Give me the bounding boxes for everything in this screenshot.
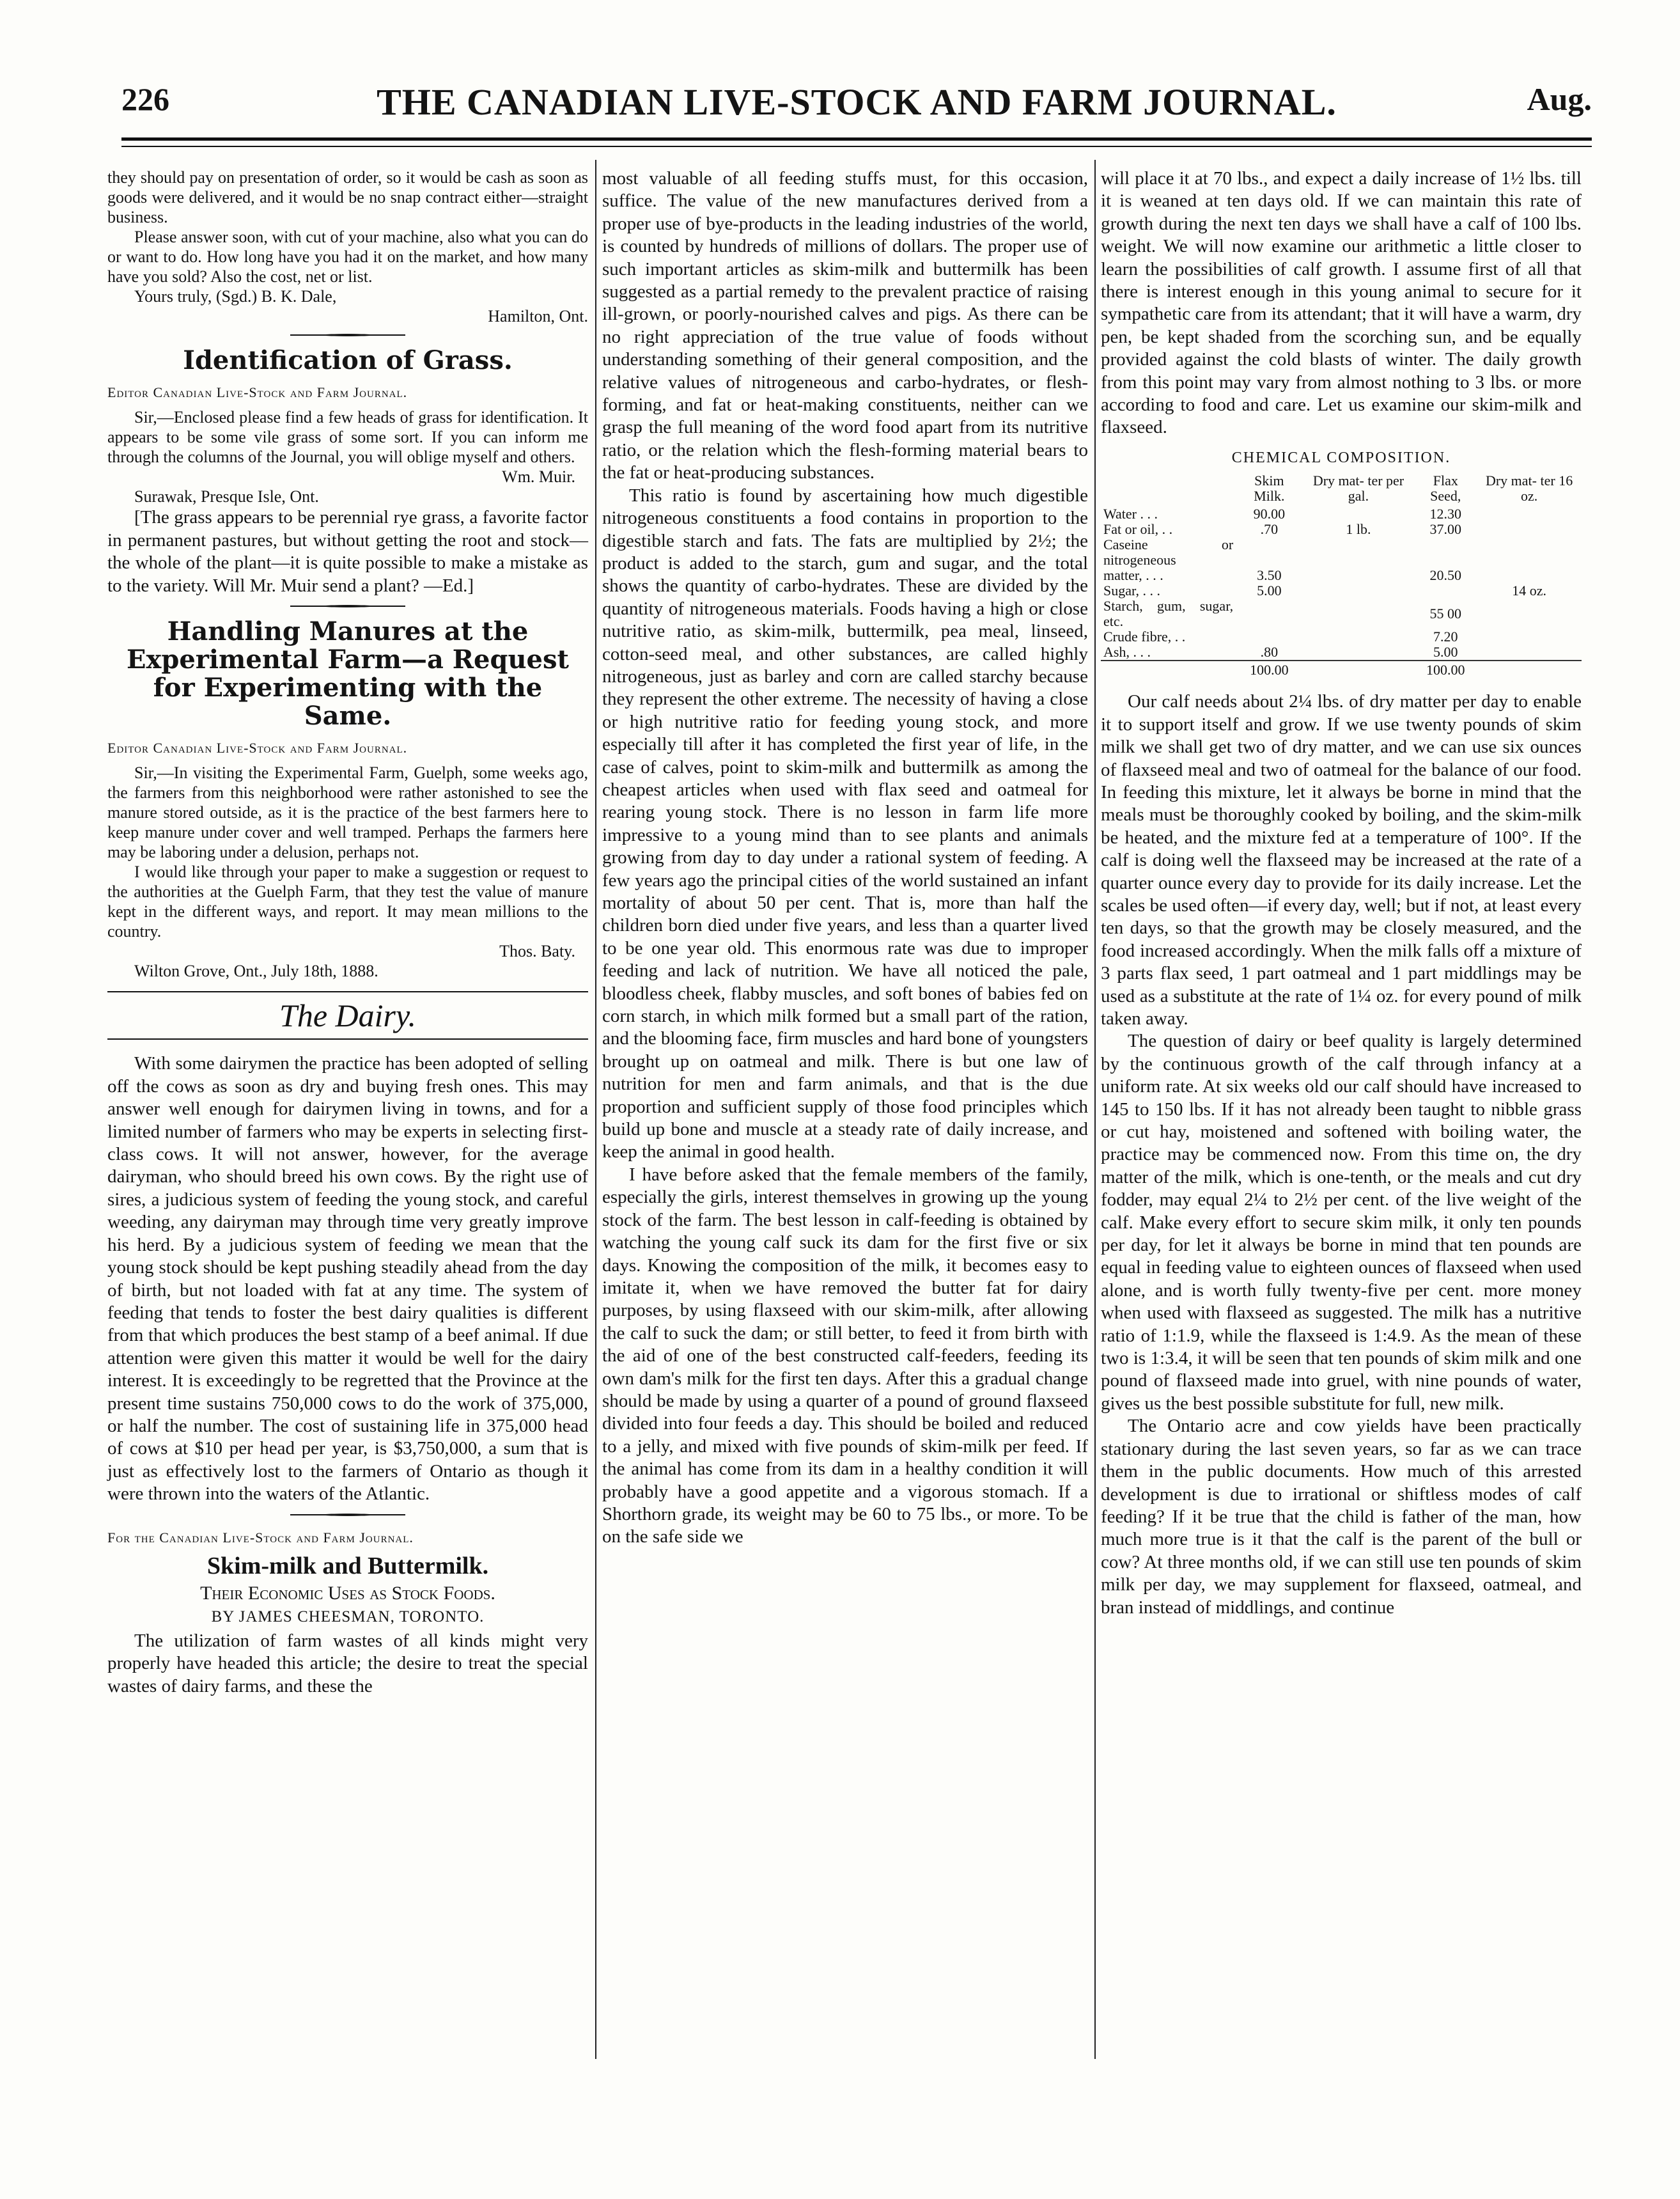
table-cell: 37.00: [1429, 521, 1462, 538]
table-cell: [1303, 599, 1415, 629]
dairy-section-heading: The Dairy.: [107, 991, 588, 1040]
chemical-composition-title: CHEMICAL COMPOSITION.: [1231, 449, 1451, 466]
table-cell: 3.50: [1257, 567, 1282, 584]
table-cell: Ash, . . .: [1103, 644, 1151, 661]
column-1: [107, 168, 588, 1698]
table-cell: 1 lb.: [1346, 521, 1371, 538]
table-row: [1101, 599, 1582, 629]
table-header-cell: Dry mat- ter per gal.: [1312, 473, 1404, 505]
page-number: 226: [121, 81, 169, 117]
skim-milk-paragraph: I have before asked that the female members of the family, especially the girls, interest themselves in growing up the young stock of the farm. The best lesson in calf-feeding is obtained by watching the young calf suck its dam for the first five or six days. Knowing the composition of the milk, it becomes easy to imitate it, when we have removed the butter fat for dairy purposes, by using flaxseed with our skim-milk, after allowing the calf to suck the dam; or still better, to feed it from birth with the aid of one of the best constructed calf-feeders, feeding its own dam's milk for the first ten days. After this a gradual change should be made by using a quarter of a pound of ground flaxseed divided into four feeds a day. This should be boiled and reduced to a jelly, and mixed with five pounds of skim-milk per feed. If the animal has come from its dam in a healthy condition it will probably have a good appetite and a vigorous stomach. If a Shorthorn grade, its weight may be 60 to 75 lbs., or more. To be on the safe side we: [602, 1164, 1088, 1547]
table-cell: [1477, 629, 1582, 645]
table-cell: Starch, gum, sugar, etc.: [1103, 598, 1234, 630]
skim-milk-paragraph: The question of dairy or beef quality is largely determined by the continuous growth of the calf through infancy at a uniform rate. At six weeks old our calf should have increased to 145 to 150 lbs. If it has not already been taught to nibble grass or cut hay, moistened and softened with boiling water, the practice may be commenced now. From this time on, the dry matter of the milk, which is one-tenth, or the meals and cut dry fodder, may equal 2¼ to 2½ per cent. of the live weight of the calf. Make every effort to secure skim milk, it only ten pounds per day, for let it always be borne in mind that ten pounds are equal in feeding value to eighteen ounces of flaxseed when used alone, and is worth fully twenty-five per cent. more money when used with flaxseed as suggested. The milk has a nutritive ratio of 1:1.9, while the flaxseed is 1:4.9. As the mean of these two is 1:3.4, it will be seen that ten pounds of skim milk and one pound of flaxseed made into gruel, with nine pounds of water, gives us the best possible substitute for full, new milk.: [1101, 1031, 1582, 1414]
table-cell: 7.20: [1433, 629, 1458, 645]
column-2: [602, 168, 1088, 1549]
manure-letter-paragraph: I would like through your paper to make a suggestion or request to the authorities at the Guelph Farm, that they test the value of manure kept in the different ways, and report. It may mean millions to the country.: [107, 863, 588, 941]
letter-paragraph: Please answer soon, with cut of your machine, also what you can do or want to do. How long have you had it on the market, and how many have you sold? Also the cost, net or list.: [107, 228, 588, 286]
table-header-row: [1101, 473, 1582, 506]
grass-letter-signature: Wm. Muir.: [502, 467, 575, 487]
table-cell: 5.00: [1433, 644, 1458, 661]
table-cell: [1303, 506, 1415, 522]
section-ornament: [290, 333, 405, 338]
table-total-row: [1101, 661, 1582, 678]
table-cell: [1414, 537, 1477, 568]
page-header: [121, 81, 1592, 125]
article-byline: BY JAMES CHEESMAN, TORONTO.: [211, 1608, 485, 1626]
letter-signature: Yours truly, (Sgd.) B. K. Dale,: [134, 287, 337, 306]
table-row: [1101, 645, 1582, 661]
table-row: [1101, 629, 1582, 645]
table-cell: Fat or oil, . .: [1103, 521, 1173, 538]
skim-milk-paragraph: will place it at 70 lbs., and expect a daily increase of 1½ lbs. till it is weaned at ten days old. If we can maintain this rate of growth during the next ten days we shall have a calf of 100 lbs. weight. We will now examine our arithmetic a little closer to learn the possibilities of calf growth. I assume first of all that there is interest enough in this young animal to secure for it sympathetic care from its attendant; that it will have a warm, dry pen, be kept shaded from the scorching sun, and be equally provided against the cold blasts of winter. The daily growth from this point may vary from almost nothing to 3 lbs. or more according to food and care. Let us examine our skim-milk and flaxseed.: [1101, 168, 1582, 438]
table-cell: matter, . . .: [1103, 567, 1163, 584]
table-header-cell: Dry mat- ter 16 oz.: [1485, 473, 1573, 505]
table-cell: [1414, 583, 1477, 599]
table-cell: [1477, 599, 1582, 629]
editor-address: Editor Canadian Live-Stock and Farm Journal.: [107, 740, 408, 756]
table-cell: [1303, 661, 1415, 678]
manure-letter-signature: Thos. Baty.: [499, 942, 575, 961]
table-cell: [1303, 537, 1415, 568]
table-cell: [1236, 599, 1302, 629]
column-3: [1101, 168, 1582, 1619]
table-cell: .70: [1260, 521, 1279, 538]
table-cell: [1236, 537, 1302, 568]
table-cell: Caseine or nitrogeneous: [1103, 536, 1234, 568]
table-cell: [1236, 629, 1302, 645]
manure-letter-paragraph: Sir,—In visiting the Experimental Farm, Guelph, some weeks ago, the farmers from this neighborhood were rather astonished to see the manure stored outside, as it is the practice of the best farmers here to keep manure under cover and well tramped. Perhaps the farmers here may be laboring under a delusion, perhaps not.: [107, 763, 588, 862]
section-ornament: [290, 1512, 405, 1517]
table-row: [1101, 506, 1582, 522]
article-source: For the Canadian Live-Stock and Farm Journal.: [107, 1529, 414, 1546]
table-cell: 100.00: [1414, 661, 1477, 678]
table-cell: Sugar, . . .: [1103, 583, 1160, 599]
table-cell: 55 00: [1429, 606, 1462, 622]
table-row: [1101, 537, 1582, 568]
column-divider: [595, 160, 596, 2059]
table-header-cell: [1101, 473, 1236, 506]
table-cell: [1477, 506, 1582, 522]
table-cell: [1477, 568, 1582, 583]
editor-note: [The grass appears to be perennial rye grass, a favorite factor in permanent pastures, but without getting the root and stock—the whole of the plant—it is quite possible to make a mistake as to the variety. Will Mr. Muir send a plant? —Ed.]: [107, 507, 588, 596]
grass-letter-body: Sir,—Enclosed please find a few heads of grass for identification. It appears to be some vile grass of some sort. If you can inform me through the columns of the Journal, you will oblige myself and others.: [107, 408, 588, 467]
table-header-cell: Skim Milk.: [1254, 473, 1285, 505]
table-cell: [1477, 537, 1582, 568]
table-cell: 12.30: [1429, 506, 1462, 522]
journal-title: THE CANADIAN LIVE-STOCK AND FARM JOURNAL.: [377, 81, 1337, 123]
letter-paragraph: they should pay on presentation of order, so it would be cash as soon as goods were delivered, and it would be no snap contract either—straight business.: [107, 168, 588, 226]
table-cell: [1303, 568, 1415, 583]
table-cell: [1477, 522, 1582, 537]
table-cell: [1303, 645, 1415, 661]
grass-letter-place: Surawak, Presque Isle, Ont.: [134, 487, 319, 506]
table-row: [1101, 583, 1582, 599]
column-divider: [1094, 160, 1096, 2059]
table-cell: [1101, 661, 1236, 678]
skim-milk-article-subtitle: Their Economic Uses as Stock Foods.: [200, 1582, 495, 1604]
chemical-composition-table: [1101, 473, 1582, 678]
issue-month: Aug.: [1527, 81, 1592, 117]
table-cell: 20.50: [1429, 567, 1462, 584]
table-cell: [1477, 645, 1582, 661]
skim-milk-paragraph: most valuable of all feeding stuffs must, for this occasion, suffice. The value of the new manufactures derived from a proper use of bye-products in the leading industries of the world, is counted by hundreds of millions of dollars. The proper use of such important articles as skim-milk and buttermilk has been suggested as a partial remedy to the prevalent practice of raising ill-grown, or poorly-nourished calves and pigs. As there can be no right appreciation of the true value of foods without understanding something of their general composition, and the relative values of nitrogeneous and carbo-hydrates, or flesh-forming, and fat or heat-making constituents, neither can we grasp the full meaning of the word food apart from its nutritive ratio, or the relation which the flesh-forming material bears to the fat or heat-producing substances.: [602, 168, 1088, 483]
skim-milk-paragraph: The Ontario acre and cow yields have been practically stationary during the last seven years, so far as we can trace them in the public documents. How much of this arrested development is due to irrational or shiftless modes of calf feeding? If it be true that the child is father of the man, how much more true is it that the calf is the parent of the bull or cow? At three months old, if we can still use ten pounds of skim milk per day, we may supplement for flaxseed, oatmeal, and bran instead of middlings, and continue: [1101, 1416, 1582, 1618]
manure-letter-place: Wilton Grove, Ont., July 18th, 1888.: [134, 962, 378, 981]
table-row: [1101, 568, 1582, 583]
skim-milk-paragraph: This ratio is found by ascertaining how much digestible nitrogeneous constituents a food contains in proportion to the digestible starch and fats. The fats are multiplied by 2½; the product is added to the starch, gum and sugar, and the total shows the quantity of carbo-hydrates. These are divided by the quantity of nitrogeneous materials. Foods having a high or close nutritive ratio, as skim-milk, buttermilk, pea meal, linseed, cotton-seed meal, and other substances, are called highly nitrogeneous, just as barley and corn are called starchy because they represent the other extreme. The necessity of having a close or high nutritive ratio for feeding young stock, and more especially till after it has completed the first year of life, in the case of calves, point to skim-milk and buttermilk as among the cheapest articles when used with flax seed and oatmeal for rearing young stock. There is no lesson in farm life more impressive to a young mind than to see plants and animals growing from day to day under a rational system of feeding. A few years ago the principal cities of the world sustained an infant mortality of about 50 per cent. That is, more than half the children born died under five years, and less than a quarter lived to be one year old. This enormous rate was due to improper feeding and lack of nutrition. We have all noticed the pale, bloodless cheek, flabby muscles, and soft bones of babies fed on corn starch, in which milk formed but a small part of the ration, and the blooming face, firm muscles and hard bone of youngsters brought up on oatmeal and milk. There is but one law of nutrition for men and farm animals, and that is the due proportion and sufficient supply of those food principles which build up bone and muscle at a steady rate of daily increase, and keep the animal in good health.: [602, 485, 1088, 1162]
table-cell: [1303, 583, 1415, 599]
letter-signature-place: Hamilton, Ont.: [488, 307, 588, 325]
skim-milk-paragraph: The utilization of farm wastes of all kinds might very properly have headed this article; the desire to treat the special wastes of dairy farms, and these the: [107, 1630, 588, 1696]
grass-article-title: Identification of Grass.: [183, 345, 513, 375]
table-cell: 90.00: [1253, 506, 1286, 522]
table-cell: 5.00: [1257, 583, 1282, 599]
editor-address: Editor Canadian Live-Stock and Farm Journal.: [107, 384, 408, 400]
table-cell: [1477, 661, 1582, 678]
header-rule-thick: [121, 137, 1592, 141]
header-rule-thin: [121, 146, 1592, 147]
table-row: [1101, 522, 1582, 537]
section-ornament: [290, 604, 405, 609]
table-header-cell: Flax Seed,: [1430, 473, 1461, 505]
skim-milk-article-title: Skim-milk and Buttermilk.: [206, 1552, 489, 1579]
dairy-paragraph: With some dairymen the practice has been adopted of selling off the cows as soon as dry and buying fresh ones. This may answer well enough for dairymen living in towns, and for a limited number of farmers who may be experts in selecting first-class cows. It will not answer, however, for the average dairyman, who should breed his own cows. By the right use of sires, a judicious system of feeding the young stock, and careful weeding, any dairyman may through time very greatly improve his herd. By a judicious system of feeding we mean that the young stock should be kept pushing steadily ahead from the day of birth, but not loaded with fat at any time. The system of feeding that tends to foster the best dairy qualities is different from that which produces the best stamp of a beef animal. If due attention were given this matter it would be well for the dairy interest. It is exceedingly to be regretted that the Province at the present time sustains 750,000 cows to do the work of 375,000, or half the number. The cost of sustaining life in 375,000 head of cows at $10 per head per year, is $3,750,000, a sum that is just as effectively lost to the farmers of Ontario as though it were thrown into the waters of the Atlantic.: [107, 1053, 588, 1505]
table-cell: 100.00: [1236, 661, 1302, 678]
table-cell: .80: [1260, 644, 1279, 661]
manure-article-title: Handling Manures at the Experimental Farm—a Request for Experimenting with the Same.: [127, 616, 569, 732]
table-cell: Water . . .: [1103, 506, 1158, 522]
table-cell: Crude fibre, . .: [1103, 629, 1186, 645]
skim-milk-paragraph: Our calf needs about 2¼ lbs. of dry matter per day to enable it to support itself and grow. If we use twenty pounds of skim milk we shall get two of dry matter, and we can use six ounces of flaxseed meal and two of oatmeal for the balance of our food. In feeding this mixture, let it always be borne in mind that the meals must be thoroughly cooked by boiling, and the skim-milk be heated, and the mixture fed at a temperature of 100°. If the calf is doing well the flaxseed may be increased at the rate of a quarter ounce every day to provide for its daily increase. Let the scales be used often—if every day, well; but if not, at least every ten days, so that the growth may be closely measured, and the food increased accordingly. When the milk falls off a mixture of 3 parts flax seed, 1 part oatmeal and 1 part middlings may be used as a substitute at the rate of 1¼ oz. for every pound of milk taken away.: [1101, 691, 1582, 1029]
table-cell: 14 oz.: [1512, 583, 1546, 599]
table-cell: [1303, 629, 1415, 645]
